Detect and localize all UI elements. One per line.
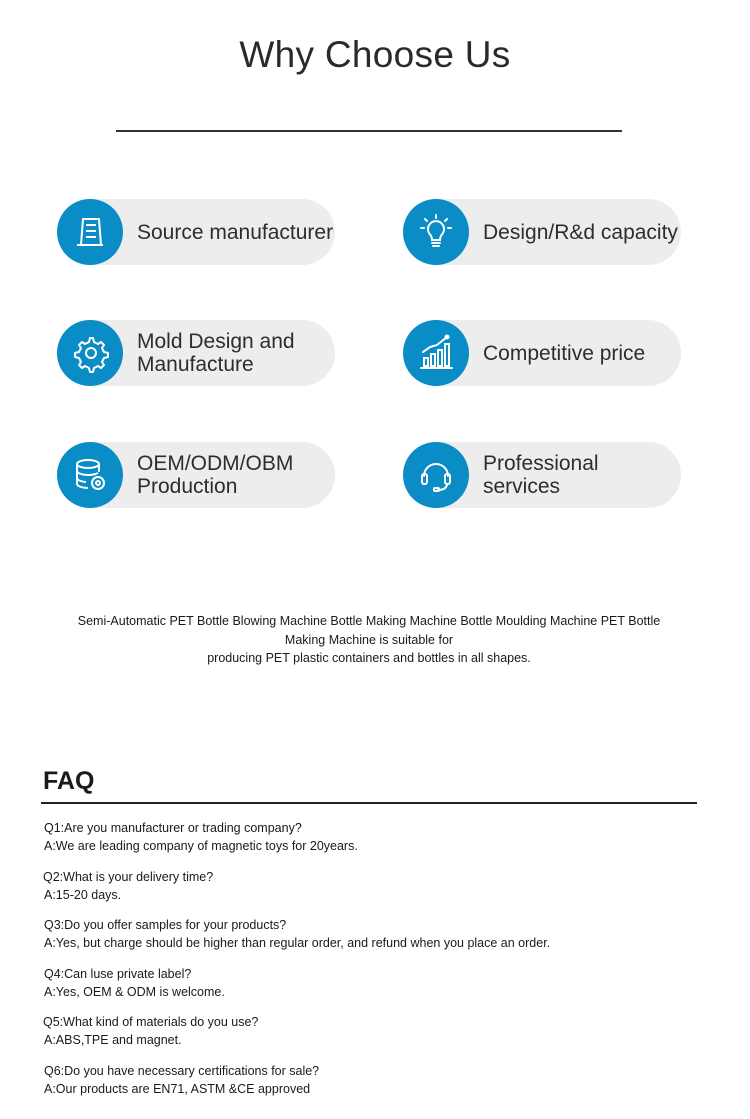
feature-label: Source manufacturer — [137, 220, 334, 244]
page-title: Why Choose Us — [239, 34, 511, 75]
faq-answer: A:Yes, but charge should be higher than regular order, and refund when you place an order. — [44, 936, 551, 950]
product-description — [60, 612, 678, 668]
faq-answer: A:Our products are EN71, ASTM &CE approved — [44, 1082, 311, 1096]
faq-answer: A:ABS,TPE and magnet. — [44, 1033, 182, 1047]
faq-item — [44, 916, 550, 952]
faq-item — [44, 819, 358, 855]
faq-question: Q1:Are you manufacturer or trading company? — [44, 821, 302, 835]
faq-title: FAQ — [43, 767, 95, 795]
feature-source-manufacturer — [57, 199, 335, 265]
description-line: Semi-Automatic PET Bottle Blowing Machine Bottle Making Machine Bottle Moulding Machine PET Bottle — [77, 614, 661, 628]
feature-label: Mold Design and Manufacture — [137, 330, 295, 376]
faq-item — [44, 965, 225, 1001]
faq-item — [43, 868, 213, 904]
faq-divider — [41, 802, 697, 804]
faq-answer: A:15-20 days. — [44, 888, 122, 902]
lightbulb-icon — [403, 199, 469, 265]
feature-label: Competitive price — [483, 341, 646, 365]
faq-item — [43, 1013, 258, 1049]
description-line: producing PET plastic containers and bottles in all shapes. — [207, 651, 531, 665]
feature-label: Professional services — [483, 452, 599, 498]
feature-label: OEM/ODM/OBM Production — [137, 452, 294, 498]
faq-question: Q3:Do you offer samples for your products? — [44, 918, 287, 932]
gear-icon — [57, 320, 123, 386]
description-line: Making Machine is suitable for — [284, 632, 454, 647]
feature-oem-odm-obm — [57, 442, 335, 508]
faq-question: Q4:Can luse private label? — [44, 967, 192, 981]
building-icon — [57, 199, 123, 265]
faq-question: Q2:What is your delivery time? — [43, 870, 214, 884]
database-gear-icon — [57, 442, 123, 508]
faq-answer: A:We are leading company of magnetic toys for 20years. — [44, 839, 358, 853]
title-divider — [116, 130, 622, 132]
feature-design-capacity — [403, 199, 681, 265]
feature-mold-design — [57, 320, 335, 386]
faq-item — [44, 1062, 319, 1098]
feature-professional-services — [403, 442, 681, 508]
faq-question: Q5:What kind of materials do you use? — [43, 1015, 259, 1029]
faq-answer: A:Yes, OEM & ODM is welcome. — [44, 985, 225, 999]
feature-label: Design/R&d capacity — [483, 220, 678, 244]
bar-chart-icon — [403, 320, 469, 386]
faq-question: Q6:Do you have necessary certifications for sale? — [44, 1064, 320, 1078]
feature-competitive-price — [403, 320, 681, 386]
headset-icon — [403, 442, 469, 508]
